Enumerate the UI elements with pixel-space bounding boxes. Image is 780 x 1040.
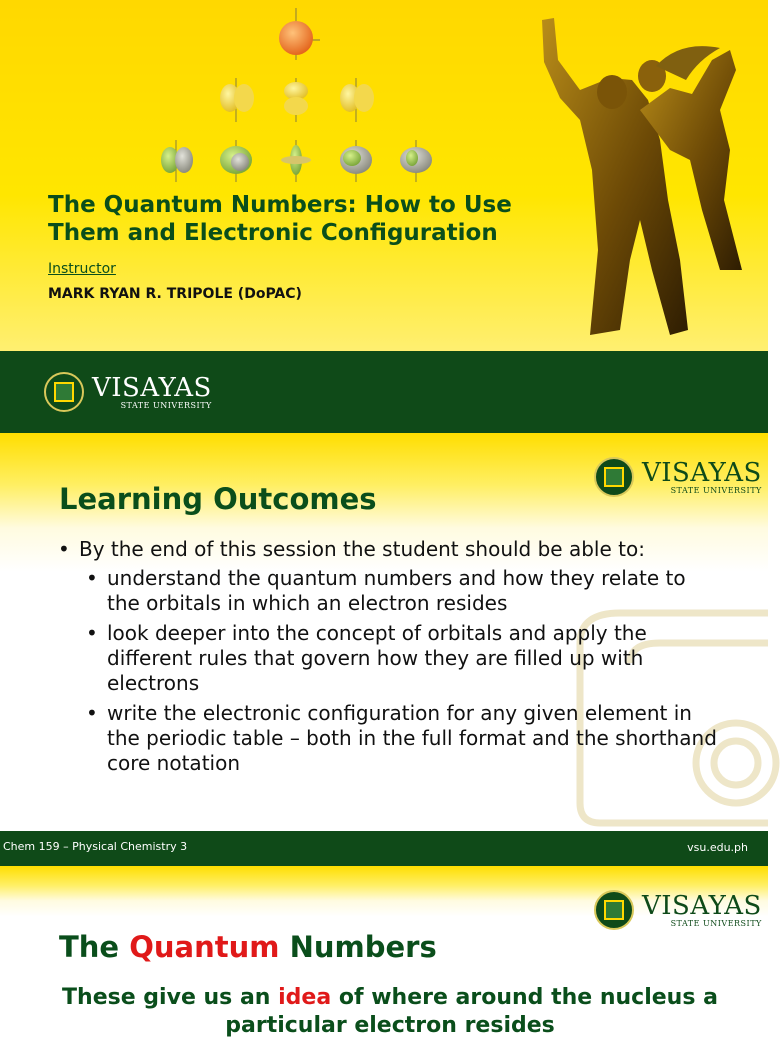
outcome-text: look deeper into the concept of orbitals and apply the different rules that govern how they are filled up with electrons bbox=[107, 621, 647, 695]
logo-name: VISAYAS bbox=[642, 457, 762, 488]
subtitle-highlight: idea bbox=[278, 985, 332, 1010]
intro-text: By the end of this session the student should be able to: bbox=[79, 537, 645, 561]
orbital-diagram bbox=[140, 0, 460, 190]
logo-subtitle: STATE UNIVERSITY bbox=[120, 400, 212, 410]
slide-heading bbox=[59, 930, 437, 964]
instructor-label: Instructor bbox=[48, 261, 116, 277]
subtitle-part: These give us an bbox=[62, 985, 271, 1010]
university-seal-icon bbox=[594, 457, 634, 497]
university-seal-icon bbox=[594, 890, 634, 930]
instructor-name: MARK RYAN R. TRIPOLE (DoPAC) bbox=[48, 286, 302, 302]
title-slide bbox=[0, 0, 768, 433]
logo-subtitle: STATE UNIVERSITY bbox=[670, 918, 762, 928]
list-item bbox=[86, 621, 718, 696]
subtitle-part: of where around the nucleus a particular electron resides bbox=[225, 985, 718, 1038]
bullet-icon: • bbox=[86, 621, 98, 645]
bullet-icon: • bbox=[58, 537, 70, 561]
logo-name: VISAYAS bbox=[92, 372, 212, 403]
outcomes-list bbox=[58, 537, 718, 781]
heading-part: The bbox=[59, 930, 120, 964]
logo-name: VISAYAS bbox=[642, 890, 762, 921]
slide-heading: Learning Outcomes bbox=[59, 482, 377, 516]
course-label: Chem 159 – Physical Chemistry 3 bbox=[3, 840, 188, 853]
list-item bbox=[86, 566, 718, 616]
bullet-icon: • bbox=[86, 701, 98, 725]
website-label: vsu.edu.ph bbox=[687, 841, 748, 854]
university-seal-icon bbox=[44, 372, 84, 412]
list-item bbox=[58, 537, 718, 562]
heading-highlight: Quantum bbox=[129, 930, 280, 964]
bullet-icon: • bbox=[86, 566, 98, 590]
vsu-logo bbox=[44, 371, 212, 413]
slide-subtitle bbox=[0, 984, 780, 1040]
heading-part: Numbers bbox=[289, 930, 437, 964]
slide-footer bbox=[0, 831, 768, 866]
logo-subtitle: STATE UNIVERSITY bbox=[670, 485, 762, 495]
vsu-logo bbox=[594, 890, 762, 930]
learning-outcomes-slide bbox=[0, 433, 768, 866]
vsu-logo bbox=[594, 457, 762, 497]
outcome-text: write the electronic configuration for any given element in the periodic table – both in the full format and the shorthand core notation bbox=[107, 701, 717, 775]
quantum-numbers-slide bbox=[0, 866, 768, 1038]
outcome-text: understand the quantum numbers and how they relate to the orbitals in which an electron resides bbox=[107, 566, 686, 615]
list-item bbox=[86, 701, 718, 776]
slide-title: The Quantum Numbers: How to Use Them and Electronic Configuration bbox=[48, 192, 512, 246]
